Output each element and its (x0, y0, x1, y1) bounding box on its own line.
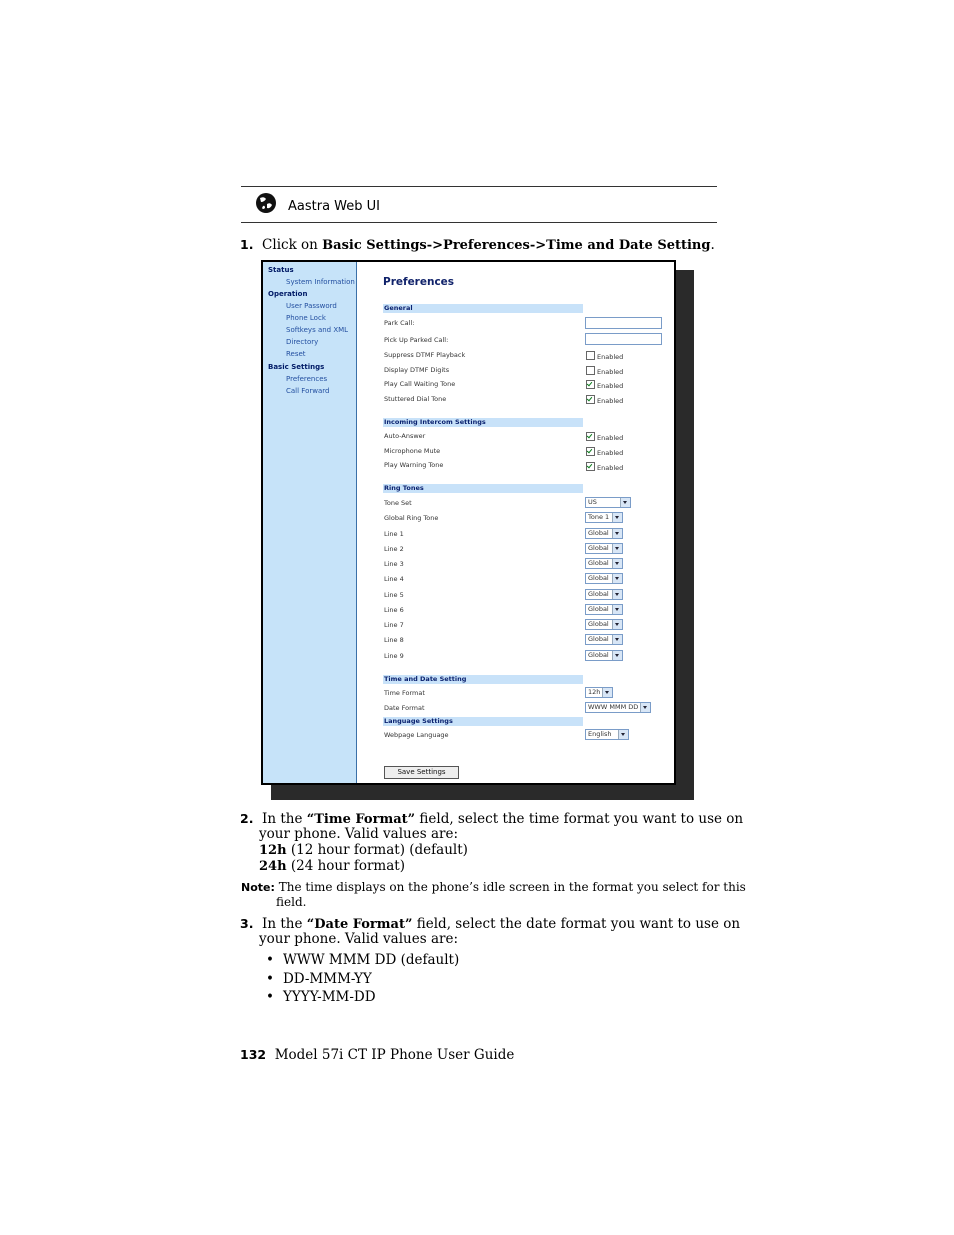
nav-status[interactable]: Status (268, 266, 294, 274)
date-format-value: WWW MMM DD (588, 703, 639, 711)
step-1 (240, 237, 715, 254)
header-top-rule (241, 186, 717, 187)
checkbox-box-checked (586, 395, 595, 404)
section-ring-tones: Ring Tones (383, 484, 583, 493)
guide-title: Model 57i CT IP Phone User Guide (274, 1047, 515, 1063)
chevron-down-icon (612, 605, 622, 614)
nav-operation[interactable]: Operation (268, 290, 308, 298)
line-6-select[interactable] (585, 604, 623, 615)
chevron-down-icon (612, 651, 622, 660)
chevron-down-icon (612, 590, 622, 599)
label-park-call: Park Call: (384, 319, 415, 327)
checkbox-box-checked (586, 380, 595, 389)
chevron-down-icon (602, 688, 612, 697)
label-line-8: Line 8 (384, 636, 404, 644)
chevron-down-icon (612, 620, 622, 629)
nav-preferences[interactable]: Preferences (286, 375, 328, 383)
step-3-line-2: your phone. Valid values are: (259, 931, 458, 947)
checkbox-box-checked (586, 447, 595, 456)
date-format-list (266, 952, 459, 1008)
label-stuttered-dial-tone: Stuttered Dial Tone (384, 395, 447, 403)
label-time-format: Time Format (384, 689, 425, 697)
line-4-value: Global (588, 574, 609, 582)
label-line-1: Line 1 (384, 530, 404, 538)
note-line-1 (241, 879, 746, 896)
section-time-date: Time and Date Setting (383, 675, 583, 684)
chevron-down-icon (612, 559, 622, 568)
step-1-number: 1. (240, 237, 254, 252)
list-item: • YYYY-MM-DD (266, 989, 459, 1008)
step-1-pre: Click on (262, 237, 323, 253)
nav-user-password[interactable]: User Password (286, 302, 337, 310)
line-5-select[interactable] (585, 589, 623, 600)
save-settings-button[interactable]: Save Settings (384, 766, 459, 779)
step-2-pre: In the (262, 811, 307, 827)
step-2-field: “Time Format” (306, 812, 416, 827)
chevron-down-icon (612, 544, 622, 553)
step-3-field: “Date Format” (306, 917, 413, 932)
checkbox-box (586, 366, 595, 375)
webpage-language-value: English (588, 730, 612, 738)
nav-reset[interactable]: Reset (286, 350, 306, 358)
enabled-label: Enabled (597, 368, 624, 376)
web-ui-nav (263, 262, 357, 783)
chevron-down-icon (612, 635, 622, 644)
label-display-dtmf: Display DTMF Digits (384, 366, 450, 374)
note-text-1: The time displays on the phone’s idle screen in the format you select for this (274, 880, 746, 894)
enabled-label: Enabled (597, 353, 624, 361)
chevron-down-icon (612, 574, 622, 583)
line-2-select[interactable] (585, 543, 623, 554)
preferences-title: Preferences (383, 276, 455, 288)
line-7-select[interactable] (585, 619, 623, 630)
play-call-waiting-checkbox[interactable] (586, 380, 623, 390)
step-2-number: 2. (240, 811, 254, 826)
page-number: 132 (240, 1047, 267, 1062)
time-format-select[interactable] (585, 687, 613, 698)
section-intercom: Incoming Intercom Settings (383, 418, 583, 427)
checkbox-box (586, 351, 595, 360)
step-1-path: Basic Settings->Preferences->Time and Date Setting (322, 238, 711, 253)
label-line-3: Line 3 (384, 560, 404, 568)
nav-call-forward[interactable]: Call Forward (286, 387, 330, 395)
line-1-value: Global (588, 529, 609, 537)
step-3-post: field, select the date format you want to use on (412, 916, 741, 932)
time-format-value: 12h (588, 688, 601, 696)
line-5-value: Global (588, 590, 609, 598)
list-item: • DD-MMM-YY (266, 971, 459, 990)
label-line-9: Line 9 (384, 652, 404, 660)
display-dtmf-checkbox[interactable] (586, 366, 623, 376)
stuttered-dial-tone-checkbox[interactable] (586, 395, 623, 405)
chevron-down-icon (612, 529, 622, 538)
line-9-select[interactable] (585, 650, 623, 661)
suppress-dtmf-checkbox[interactable] (586, 351, 623, 361)
line-9-value: Global (588, 651, 609, 659)
line-8-select[interactable] (585, 634, 623, 645)
webpage-language-select[interactable] (585, 729, 629, 740)
web-ui-screenshot (261, 260, 676, 785)
enabled-label: Enabled (597, 434, 624, 442)
label-suppress-dtmf: Suppress DTMF Playback (384, 351, 466, 359)
step-2-value-24h (259, 858, 405, 875)
line-1-select[interactable] (585, 528, 623, 539)
enabled-label: Enabled (597, 449, 624, 457)
label-webpage-language: Webpage Language (384, 731, 449, 739)
label-line-2: Line 2 (384, 545, 404, 553)
auto-answer-checkbox[interactable] (586, 432, 623, 442)
step-2-line-2: your phone. Valid values are: (259, 826, 458, 842)
play-warning-tone-checkbox[interactable] (586, 462, 623, 472)
label-play-call-waiting: Play Call Waiting Tone (384, 380, 456, 388)
tone-set-select[interactable] (585, 497, 631, 508)
line-4-select[interactable] (585, 573, 623, 584)
enabled-label: Enabled (597, 382, 624, 390)
label-line-7: Line 7 (384, 621, 404, 629)
line-2-value: Global (588, 544, 609, 552)
label-tone-set: Tone Set (384, 499, 412, 507)
chevron-down-icon (640, 703, 650, 712)
nav-phone-lock[interactable]: Phone Lock (286, 314, 326, 322)
tone-set-value: US (588, 498, 597, 506)
global-ring-tone-select[interactable] (585, 512, 623, 523)
nav-softkeys[interactable]: Softkeys and XML (286, 326, 349, 334)
page-footer (240, 1047, 514, 1063)
microphone-mute-checkbox[interactable] (586, 447, 623, 457)
globe-icon (255, 192, 277, 214)
value-12h: 12h (259, 843, 287, 858)
header-label: Aastra Web UI (288, 199, 380, 214)
chevron-down-icon (620, 498, 630, 507)
step-1-post: . (710, 237, 715, 253)
value-24h-desc: (24 hour format) (286, 858, 405, 874)
line-6-value: Global (588, 605, 609, 613)
checkbox-box-checked (586, 462, 595, 471)
list-item: • WWW MMM DD (default) (266, 952, 459, 971)
label-line-4: Line 4 (384, 575, 404, 583)
label-pick-up-parked-call: Pick Up Parked Call: (384, 336, 449, 344)
label-microphone-mute: Microphone Mute (384, 447, 441, 455)
nav-directory[interactable]: Directory (286, 338, 319, 346)
note-line-2: field. (276, 895, 307, 909)
checkbox-box-checked (586, 432, 595, 441)
line-3-select[interactable] (585, 558, 623, 569)
label-auto-answer: Auto-Answer (384, 432, 426, 440)
step-2-post: field, select the time format you want to use on (415, 811, 744, 827)
chevron-down-icon (612, 513, 622, 522)
section-general: General (383, 304, 583, 313)
value-24h: 24h (259, 859, 287, 874)
date-format-select[interactable] (585, 702, 651, 713)
pick-up-parked-call-input[interactable] (585, 333, 662, 345)
header-bottom-rule (241, 222, 717, 223)
nav-system-information[interactable]: System Information (286, 278, 355, 286)
step-3-number: 3. (240, 916, 254, 931)
note-label: Note: (241, 881, 275, 894)
label-line-6: Line 6 (384, 606, 404, 614)
step-2-value-12h (259, 842, 468, 859)
web-ui-content (357, 262, 674, 783)
side-title (185, 165, 235, 510)
label-date-format: Date Format (384, 704, 425, 712)
label-play-warning-tone: Play Warning Tone (384, 461, 444, 469)
global-ring-tone-value: Tone 1 (588, 513, 610, 521)
nav-basic-settings[interactable]: Basic Settings (268, 363, 325, 371)
value-12h-desc: (12 hour format) (default) (286, 842, 468, 858)
step-3-pre: In the (262, 916, 307, 932)
line-3-value: Global (588, 559, 609, 567)
line-7-value: Global (588, 620, 609, 628)
chevron-down-icon (618, 730, 628, 739)
label-global-ring-tone: Global Ring Tone (384, 514, 439, 522)
label-line-5: Line 5 (384, 591, 404, 599)
line-8-value: Global (588, 635, 609, 643)
enabled-label: Enabled (597, 464, 624, 472)
park-call-input[interactable] (585, 317, 662, 329)
section-language: Language Settings (383, 717, 583, 726)
enabled-label: Enabled (597, 397, 624, 405)
